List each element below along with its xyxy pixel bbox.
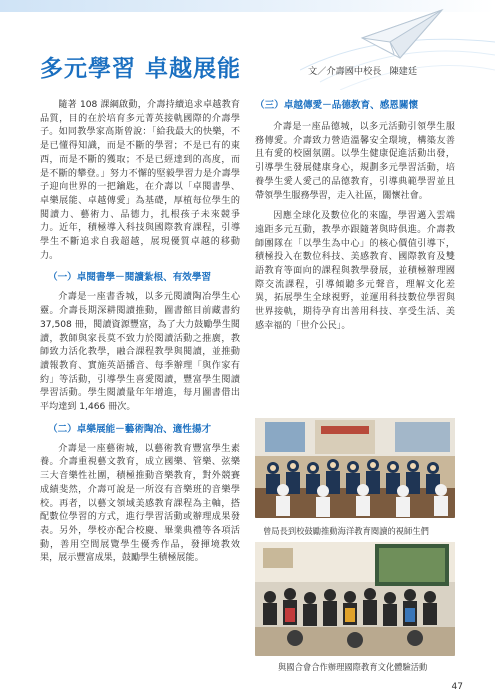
- section-3-paragraph-2: 因應全球化及數位化的來臨，學習邁入雲端遠距多元互動，教學亦跟隨著與時俱進。介壽教師團隊在「以學生為中心」的核心價值引導下，積極投入在數位科技、美感教育、國際教育及雙語教育等面向的課程與教學發展，並積極辦理國際交流課程，引導傾聽多元聲音，理解文化差異，拓展學生全球視野，並運用科技數位學習與世界接軌，期待孕育出善用科技、享受生活、美感幸福的「世介公民」。: [255, 211, 455, 331]
- article-title: 多元學習 卓越展能: [40, 55, 242, 82]
- page-number: 47: [451, 682, 463, 692]
- section-3-heading: （三）卓越傳愛－品德教育、感恩關懷: [255, 100, 419, 111]
- section-2-paragraph: 介壽是一座藝術城，以藝術教育豐富學生素養。介壽重視藝文教育，成立國樂、管樂、弦樂三大音樂性社團，積極推動音樂教育，對外競賽成績斐然，介壽可說是一所沒有音樂班的音樂學校。再者，以藝文領域美感教育課程為主軸，搭配數位學習的方式，進行學習活動或辦理成果發表。另外，學校亦配合校慶、畢業典禮等各項活動，善用空間展覽學生優秀作品，發揮境教效果，展示豐富成果，鼓勵學生積極展能。: [40, 443, 240, 564]
- section-3-paragraph-1: 介壽是一座品德城，以多元活動引領學生服務傳愛。介壽致力營造溫馨安全環境，構築友善且有愛的校園氛圍。以學生健康促進活動出發，引導學生發展健康身心，規劃多元學習活動，培養學生愛人愛己的品德教育，引導典範學習並且帶領學生服務學習，走入社區，關懷社會。: [255, 122, 455, 201]
- intro-paragraph: 隨著 108 課綱啟動，介壽持續追求卓越教育品質，目的在於培育多元菁英接軌國際的介壽學子。如同教學家高斯曾說：「給我最大的快樂，不是已懂得知識，而是不斷的學習；不是已有的東西，而是不斷的獲取；不是已經達到的高度，而是不斷的攀登。」努力不懈的堅毅學習力是介壽學子迎向世界的一把鑰匙，在介壽以「卓閱書學、卓樂展能、卓越傳愛」為基礎，厚植每位學生的閱讀力、藝術力、品德力，扎根孩子未來競爭力。近年，積極導入科技與國際教育課程，引導學生不斷追求自我超越，展現優質卓越的移動力。: [40, 100, 240, 261]
- paper-plane-icon: [360, 8, 444, 60]
- section-1-paragraph: 介壽是一座書香城，以多元閱讀陶冶學生心靈。介壽長期深耕閱讀推動，圖書館目前藏書約 37,508 冊，閱讀資源豐富，為了大力鼓勵學生閱讀，教師與家長莫不致力於閱讀活動之推廣，教師致力活化教學，融合課程教學與閱讀，並推動讀報教育、實施英語播音、每季辦理「與作家有約」等活動，引導學生喜愛閱讀，豐富學生閱讀學習活動。學生閱讀量年年增進，每月圖書借出平均達到 1,466 冊次。: [40, 292, 240, 413]
- photo-2-caption: 與國合會合作辦理國際教育文化體驗活動: [278, 662, 428, 672]
- right-column: [255, 99, 455, 334]
- author-byline: [308, 63, 417, 77]
- photo-1-caption: 曾局長到校鼓勵推動海洋教育閱讀的視師生們: [263, 526, 429, 536]
- left-column: [40, 99, 240, 566]
- photo-library-group: [255, 418, 455, 518]
- section-2-heading: （二）卓樂展能－藝術陶冶、適性揚才: [48, 423, 212, 435]
- photo-cultural-event: [255, 542, 455, 656]
- byline-role: 文／介壽國中校長: [308, 66, 382, 77]
- section-1-heading: （一）卓閱書學－閱讀紮根、有效學習: [48, 272, 212, 284]
- byline-name: 陳建廷: [389, 66, 418, 77]
